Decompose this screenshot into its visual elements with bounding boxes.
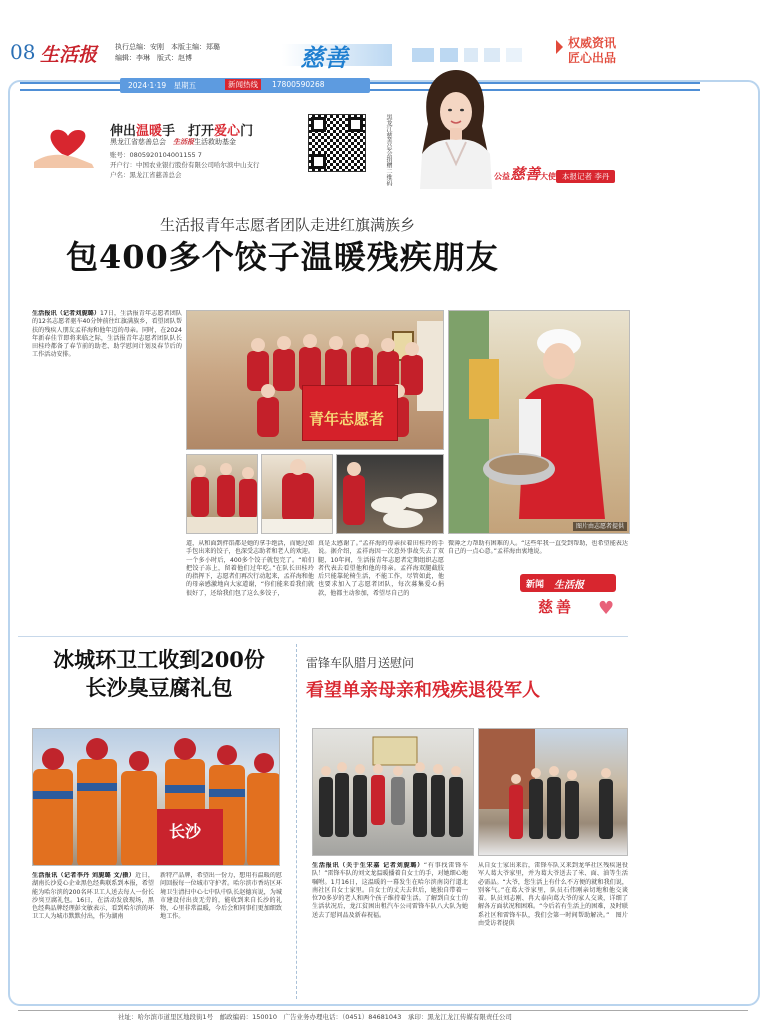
gift-bag-text: 长沙: [169, 822, 202, 841]
column-logo: [516, 574, 624, 624]
story3-col2: 从自女士家出来后，雷锋车队又来到龙华社区残疾退役军人葛大爷家里，并为葛大爷送去了米、面、油等生活必需品。“大爷，您生活上有什么不方便的就和我们说，别客气。”在葛大爷家里，队员石伟刚亲切地和他交谈着。队员刘志刚、冉大泰向葛大爷的家人交谈，详细了解各方面状况和困难。“今后若有生活上的困难，及时联系社区和雷锋车队，我们会第一时间帮助解决。” 图片由受访者提供: [478, 862, 628, 928]
main-kicker: 生活报青年志愿者团队走进红旗满族乡: [160, 216, 416, 234]
paper-name: 生活报: [40, 44, 98, 66]
main-headline: 包400多个饺子温暖残疾朋友: [66, 238, 499, 276]
photo-caption: 图片由志愿者提供: [573, 522, 627, 531]
reporter-badge: 本报记者 李丹: [556, 170, 615, 183]
main-col4: 微薄之力帮助有困难的人。“这些年我一直受到帮助，也希望能表达自己的一点心意。”孟祥海由衷地说。: [448, 540, 628, 556]
lei-feng-team-photo: [312, 728, 474, 856]
story3-headline: 看望单亲母亲和残疾退役军人: [306, 680, 540, 701]
heart-icon: ♥: [598, 598, 615, 619]
story2-headline: 冰城环卫工收到200份 长沙臭豆腐礼包: [53, 647, 265, 700]
veteran-visit-photo: [478, 728, 628, 856]
ambassador-photo: [410, 64, 500, 189]
slogan-arrow: [556, 40, 563, 54]
banner-slogan: 伸出温暖手 打开爱心门: [110, 124, 254, 139]
bank-info: 账号：0805920104001155 7 开户行：中国农业银行股份有限公司哈尔滨中山支行 户名：黑龙江省慈善总会: [110, 151, 260, 179]
volunteer-banner-text: 青年志愿者: [309, 410, 385, 428]
story2-col2: 新特产品牌，希望出一份力，想用有温暖的慰问回报每一位城市守护者。哈尔滨市香坊区环境卫生清扫中心七中队中队长赵德宾说，为城市建设付出贵无劳的，能收到来自长沙的礼物，心里非常温暖，今后会和同事们更加细致地工作。: [160, 872, 282, 921]
main-col2: 道，从和面到拌馅都是她的拿手绝活，而她过如手包出来的饺子，也深受志助者和老人的欢迎。一个多小时后，400多个饺子就包完了。“咱们把饺子冻上，留着他们过年吃。”在队长田桂玲的指挥下，志愿者们再次行动起来，孟祥海和他的母亲感激地向大家道谢，“你们能来看我们就很好了，还给我们包了这么多饺子，: [186, 540, 314, 597]
sanitation-workers-photo: [32, 728, 280, 866]
story3-col1: 生活报讯（关于生宋嘉 记者刘旎璐）“有事找雷锋车队！”雷锋车队的刘文龙温暖播着自女士的手，对她细心地嘱咐。1月16日，这温暖的一幕发生在哈尔滨南岗行道北南社区自女士家里。自女士的丈夫去世后，她独自带着一位70多岁的老人和两个孩子维持着生活。了解到自女士的生活状况后，龙江贫困出租汽车公司雷锋车队八大队为她送去了慰问品及新春祝福。: [312, 862, 468, 919]
logo-news: 新闻: [526, 580, 545, 590]
hotline-label: 新闻热线: [225, 79, 261, 90]
banner-orgs: 黑龙江省慈善总会 生活报生活救助基金: [110, 138, 236, 146]
main-col3: 真是太感谢了。”孟祥海的母亲拉着田桂玲的手说。据介绍，孟祥海因一次意外事故失去了双腿，10年间，生活报青年志愿者定期组织志愿者代表去看望他和他的母亲。孟祥海双腿截肢后只能靠轮椅生活，不能工作，尽管如此，他也要求加入了志愿者团队，每次募集爱心捐款，他都主动参加，希望尽自己的: [318, 540, 444, 597]
section-divider: [18, 636, 628, 637]
group-photo: [186, 310, 444, 450]
heart-hand-icon: [32, 124, 102, 169]
volunteer-banner: [302, 385, 398, 441]
dumplings-photo-2: [261, 454, 333, 534]
footer-address: 社址：哈尔滨市道里区地段街1号 邮政编码：150010 广告业务办理电话：（0451）84681043 承印：黑龙江龙江传媒有限责任公司: [118, 1013, 512, 1021]
ambassador-label: 公益慈善大使: [494, 165, 557, 183]
masthead: [0, 0, 763, 80]
footer-rule: [18, 1010, 748, 1011]
column-name: 慈善: [300, 43, 348, 72]
issue-date: 2024·1·19 星期五: [128, 81, 197, 90]
column-divider: [296, 644, 297, 999]
qr-code[interactable]: [308, 114, 366, 172]
dumplings-photo-3: [336, 454, 444, 534]
logo-column: 慈善: [538, 598, 575, 616]
hotline-number: 17800590268: [272, 80, 325, 89]
slogan: 权威资讯 匠心出品: [568, 36, 617, 65]
main-col1: 生活报讯（记者刘旎璐）17日，生活报青年志愿者团队的12名志愿者驱车40分钟前往红旗满族乡，看望团队帮扶的残疾人朋友孟祥海和他年迈的母亲。同时，在2024年新春佳节即将来临之际，生活报青年志愿者团队队长田桂玲都备了春节前的助老、助学慰问计划及春节后的工作活动安排。: [32, 310, 182, 359]
story3-kicker: 雷锋车队腊月送慰问: [306, 656, 415, 670]
story2-col1: 生活报讯（记者李丹 刘旎璐 文/摄）近日，湖南长沙爱心企业黑色经典联系到本报，希望能为哈尔滨的200名环卫工人送去每人一份长沙臭豆腐礼包。16日，在活动发放现场，黑色经典品牌经理彭文敏表示，看到哈尔滨的环卫工人为城市默默付出，作为湖南: [32, 872, 154, 921]
page-number: 08: [10, 40, 36, 64]
dumplings-photo-1: [186, 454, 258, 534]
editor-credits: 执行总编：安刚 本版主编：郑璐 编辑：李琳 版式：赵博: [115, 43, 220, 62]
cooking-photo: [448, 310, 630, 534]
qr-caption: 黑龙江慈善总会捐赠二维码: [385, 114, 392, 186]
logo-paper: 生活报: [554, 580, 584, 591]
